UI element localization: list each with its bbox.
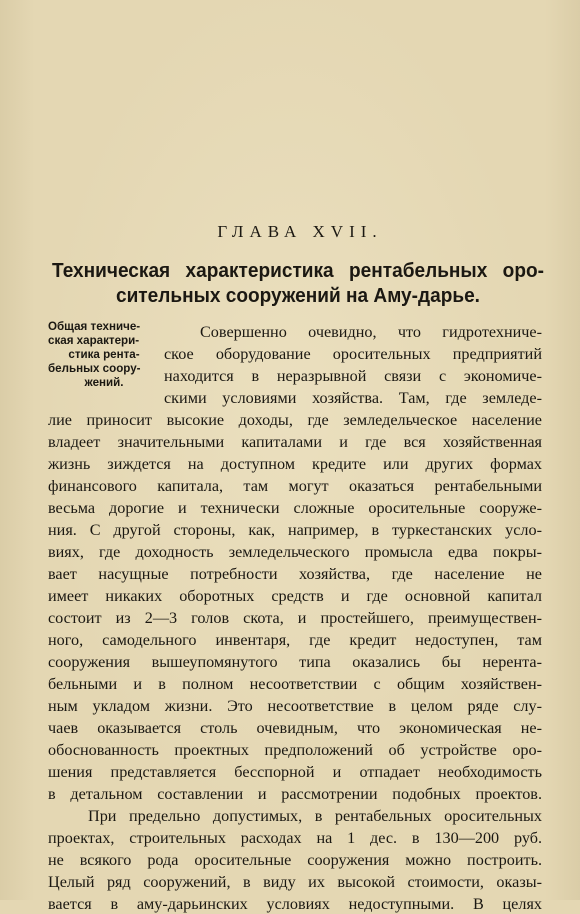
body-line: весьма дорогие и технически сложные оросительные сооруже- (48, 499, 542, 517)
body-line: состоит из 2—3 голов скота, и простейшего, преимуществен- (48, 609, 542, 627)
chapter-title-line-2: сительных сооружений на Аму-дарье. (115, 284, 480, 307)
chapter-title-line-1: Техническая характеристика рентабельных оро- (52, 259, 544, 282)
body-line: проектах, строительных расходах на 1 дес. в 130—200 руб. (48, 829, 542, 847)
margin-note-line: бельных соору- (48, 362, 141, 375)
body-line: ным укладом жизни. Это несоответствие в целом ряде слу- (48, 697, 542, 715)
body-line: обоснованность проектных предположений об устройстве оро- (48, 741, 542, 759)
body-line: ного, самодельного инвентаря, где кредит недоступен, там (48, 631, 542, 649)
body-line: финансового капитала, там могут оказаться рентабельными (48, 477, 542, 495)
body-line: Совершенно очевидно, что гидротехниче- (200, 323, 542, 341)
body-line: лие приносит высокие доходы, где земледельческое население (48, 411, 542, 429)
body-line: ния. С другой стороны, как, например, в туркестанских усло- (48, 521, 542, 539)
body-line: бельными и в полном несоответствии с общим хозяйствен- (48, 675, 542, 693)
body-line: имеет никаких оборотных средств и где основной капитал (48, 587, 542, 605)
body-line: в детальном составлении и рассмотрении подобных проектов. (48, 785, 542, 803)
margin-note-line: стика рента- (68, 348, 140, 361)
body-line: шения представляется бесспорной и отпадает необходимость (48, 763, 542, 781)
body-line: виях, где доходность земледельческого промысла едва покры- (48, 543, 542, 561)
body-line: Целый ряд сооружений, в виду их высокой стоимости, оказы- (48, 873, 542, 891)
body-line: При предельно допустимых, в рентабельных оросительных (88, 807, 542, 825)
body-line: не всякого рода оросительные сооружения можно построить. (48, 851, 542, 869)
margin-note-line: жений. (84, 376, 124, 389)
body-line: вается в аму-дарьинских условиях недоступными. В целях (48, 895, 542, 913)
body-line: владеет значительными капиталами и где вся хозяйственная (48, 433, 542, 451)
body-line: чаев оказывается столь очевидным, что экономическая не- (48, 719, 542, 737)
body-line: жизнь зиждется на доступном кредите или других формах (48, 455, 542, 473)
body-line: находится в неразрывной связи с экономиче- (164, 367, 542, 385)
chapter-heading: ГЛАВА XVII. (217, 222, 383, 241)
body-line: скими условиями хозяйства. Там, где земледе- (164, 389, 542, 407)
margin-note-line: Общая техниче- (48, 320, 141, 333)
body-line: вает насущные потребности хозяйства, где население не (48, 565, 542, 583)
margin-note-line: ская характери- (48, 334, 140, 347)
body-line: ское оборудование оросительных предприятий (164, 345, 542, 363)
body-line: сооружения вышеупомянутого типа оказались бы нерента- (48, 653, 542, 671)
